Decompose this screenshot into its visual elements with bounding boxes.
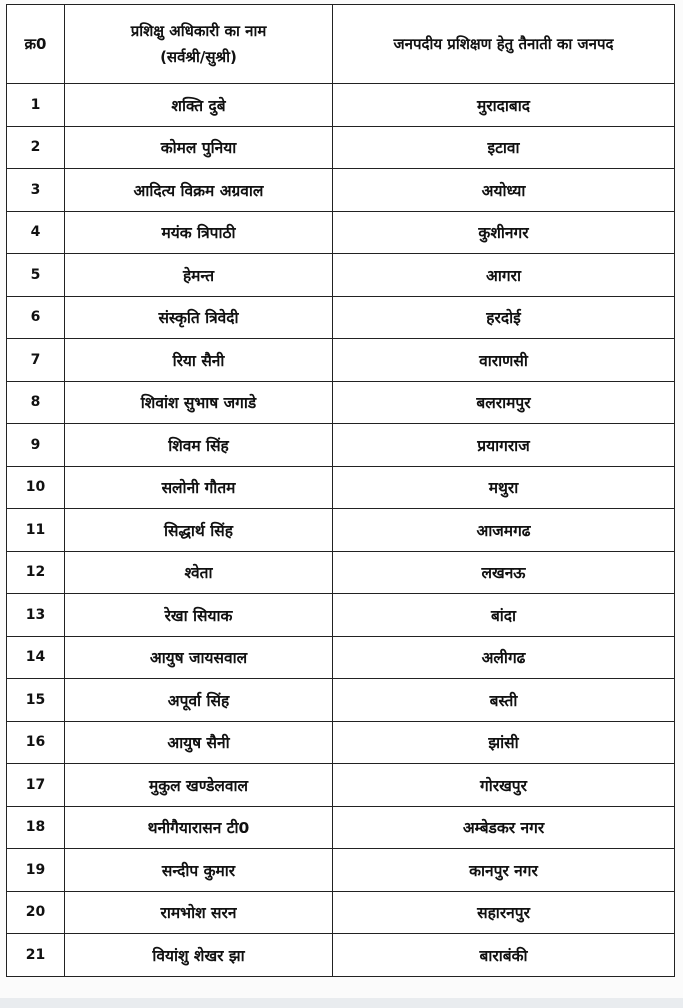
district-cell: आगरा: [333, 254, 675, 297]
serial-cell: 19: [7, 849, 65, 892]
table-row: [7, 934, 675, 977]
officer-name-cell: मुकुल खण्डेलवाल: [65, 764, 333, 807]
officer-name-cell: आदित्य विक्रम अग्रवाल: [65, 169, 333, 212]
district-cell: इटावा: [333, 126, 675, 169]
district-cell: गोरखपुर: [333, 764, 675, 807]
table-row: [7, 891, 675, 934]
officer-name-cell: वियांशु शेखर झा: [65, 934, 333, 977]
serial-cell: 2: [7, 126, 65, 169]
officer-name-cell: रिया सैनी: [65, 339, 333, 382]
table-row: [7, 509, 675, 552]
district-cell: अम्बेडकर नगर: [333, 806, 675, 849]
table-row: [7, 169, 675, 212]
header-officer-name: [65, 5, 333, 84]
officer-name-cell: सन्दीप कुमार: [65, 849, 333, 892]
serial-cell: 1: [7, 84, 65, 127]
serial-cell: 17: [7, 764, 65, 807]
table-row: [7, 679, 675, 722]
officer-name-cell: अपूर्वा सिंह: [65, 679, 333, 722]
table-header: [7, 5, 675, 84]
header-officer-name-line2: (सर्वश्री/सुश्री): [160, 48, 237, 66]
serial-cell: 20: [7, 891, 65, 934]
table-row: [7, 211, 675, 254]
district-cell: हरदोई: [333, 296, 675, 339]
table-row: [7, 381, 675, 424]
serial-cell: 14: [7, 636, 65, 679]
district-cell: बस्ती: [333, 679, 675, 722]
district-cell: वाराणसी: [333, 339, 675, 382]
table-row: [7, 594, 675, 637]
district-cell: मुरादाबाद: [333, 84, 675, 127]
serial-cell: 16: [7, 721, 65, 764]
officer-name-cell: शिवम सिंह: [65, 424, 333, 467]
officer-name-cell: श्वेता: [65, 551, 333, 594]
table-row: [7, 254, 675, 297]
officer-posting-table: [6, 4, 675, 977]
serial-cell: 9: [7, 424, 65, 467]
district-cell: सहारनपुर: [333, 891, 675, 934]
table-row: [7, 636, 675, 679]
table-row: [7, 849, 675, 892]
serial-cell: 13: [7, 594, 65, 637]
serial-cell: 3: [7, 169, 65, 212]
serial-cell: 6: [7, 296, 65, 339]
officer-name-cell: हेमन्त: [65, 254, 333, 297]
district-cell: प्रयागराज: [333, 424, 675, 467]
district-cell: आजमगढ: [333, 509, 675, 552]
officer-name-cell: शक्ति दुबे: [65, 84, 333, 127]
header-officer-name-line1: प्रशिक्षु अधिकारी का नाम: [130, 22, 267, 40]
district-cell: लखनऊ: [333, 551, 675, 594]
district-cell: कानपुर नगर: [333, 849, 675, 892]
serial-cell: 11: [7, 509, 65, 552]
district-cell: झांसी: [333, 721, 675, 764]
district-cell: बलरामपुर: [333, 381, 675, 424]
officer-name-cell: आयुष सैनी: [65, 721, 333, 764]
table-row: [7, 339, 675, 382]
district-cell: मथुरा: [333, 466, 675, 509]
header-row: [7, 5, 675, 84]
serial-cell: 12: [7, 551, 65, 594]
serial-cell: 15: [7, 679, 65, 722]
table-row: [7, 764, 675, 807]
serial-cell: 7: [7, 339, 65, 382]
district-cell: अयोध्या: [333, 169, 675, 212]
officer-name-cell: आयुष जायसवाल: [65, 636, 333, 679]
serial-cell: 10: [7, 466, 65, 509]
officer-name-cell: रेखा सियाक: [65, 594, 333, 637]
officer-name-cell: शिवांश सुभाष जगाडे: [65, 381, 333, 424]
officer-name-cell: सिद्धार्थ सिंह: [65, 509, 333, 552]
officer-name-cell: मयंक त्रिपाठी: [65, 211, 333, 254]
officer-name-cell: थनीगैयारासन टी0: [65, 806, 333, 849]
officer-name-cell: संस्कृति त्रिवेदी: [65, 296, 333, 339]
header-district: जनपदीय प्रशिक्षण हेतु तैनाती का जनपद: [333, 5, 675, 84]
serial-cell: 18: [7, 806, 65, 849]
district-cell: कुशीनगर: [333, 211, 675, 254]
serial-cell: 8: [7, 381, 65, 424]
table-row: [7, 721, 675, 764]
table-row: [7, 806, 675, 849]
district-cell: बांदा: [333, 594, 675, 637]
table-row: [7, 296, 675, 339]
table-row: [7, 551, 675, 594]
page-bottom-edge: [0, 998, 683, 1008]
officer-name-cell: कोमल पुनिया: [65, 126, 333, 169]
officer-name-cell: सलोनी गौतम: [65, 466, 333, 509]
district-cell: बाराबंकी: [333, 934, 675, 977]
serial-cell: 4: [7, 211, 65, 254]
header-serial: क्र0: [7, 5, 65, 84]
table-body: [7, 84, 675, 977]
table-row: [7, 84, 675, 127]
table-row: [7, 126, 675, 169]
table-row: [7, 466, 675, 509]
serial-cell: 21: [7, 934, 65, 977]
table-row: [7, 424, 675, 467]
serial-cell: 5: [7, 254, 65, 297]
district-cell: अलीगढ: [333, 636, 675, 679]
officer-name-cell: रामभोश सरन: [65, 891, 333, 934]
